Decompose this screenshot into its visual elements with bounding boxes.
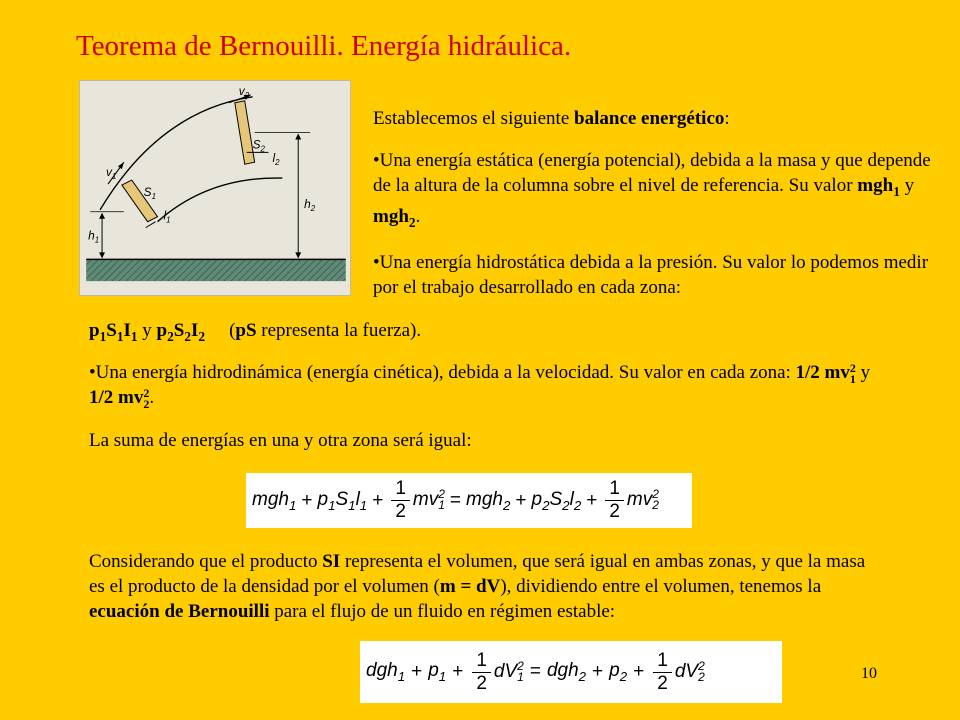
eq2-equals: = [529, 661, 541, 682]
static-and: y [899, 175, 915, 196]
p1s1l1: $p_1S_1I_1$ [89, 320, 138, 344]
page-number: 10 [861, 665, 877, 682]
intro-colon: : [724, 108, 730, 129]
kinetic-energy-paragraph [89, 360, 889, 410]
eq2-dgh2: dgh$_2$ [546, 660, 587, 684]
h2-arrowhead-top [295, 134, 301, 140]
final-bold-si: SI [322, 551, 341, 572]
eq2-plus-2: + [452, 661, 464, 682]
label-s1: $S_1$ [143, 184, 156, 201]
work-and: y [137, 320, 157, 341]
work-note-bold: pS [235, 320, 257, 341]
section-s2 [235, 101, 255, 164]
v1-arrowhead [118, 162, 124, 169]
bernoulli-diagram-svg [80, 81, 350, 295]
eq2-dv1-sq: dV 2 1 [493, 658, 524, 684]
final-text-c: representa el volumen, que será igual en ambas zonas, y que la masa es el producto de la densidad por el volumen ( [89, 551, 866, 597]
eq2-plus-3: + [592, 661, 604, 682]
pipe-upper-wall [100, 97, 253, 210]
work-note-end: representa la fuerza). [256, 320, 422, 341]
kinetic-and: y [855, 362, 871, 383]
intro-bold: balance energético [574, 108, 725, 129]
static-end: . [415, 205, 421, 227]
work-paragraph [89, 318, 889, 349]
label-v1: $v_1$ [106, 165, 117, 182]
energy-balance-equation [246, 473, 692, 528]
eq2-dv2-sq: dV 2 2 [674, 658, 705, 684]
work-note-open: ( [229, 320, 236, 341]
eq1-mgh1: mgh$_1$ [252, 488, 297, 513]
eq1-plus-3: + [515, 489, 527, 511]
final-paragraph [89, 549, 879, 624]
bernoulli-diagram [79, 80, 351, 296]
slide-title: Teorema de Bernouilli. Energía hidráulica. [76, 30, 572, 62]
static-energy-paragraph [373, 148, 933, 235]
label-h1: $h_1$ [88, 228, 100, 245]
half-mv2-sq: 1/2 mv 2 2 [89, 385, 150, 411]
h2-arrowhead-bottom [295, 252, 301, 258]
eq1-p2s2l2: $p_2S_2l_2$ [531, 488, 582, 513]
intro-paragraph [373, 106, 933, 131]
eq2-p1: $p_1$ [428, 660, 447, 684]
eq2-half-1: $\frac{1}{2}$ [472, 651, 491, 694]
l1-arrow [146, 222, 156, 228]
eq1-half-1: $\frac{1}{2}$ [391, 479, 410, 522]
eq2-plus-4: + [633, 661, 645, 682]
eq1-half-2: $\frac{1}{2}$ [605, 479, 624, 522]
label-h2: $h_2$ [304, 196, 316, 213]
mgh1: mgh$_1$ [857, 175, 900, 199]
eq1-mgh2: mgh$_2$ [466, 488, 511, 513]
eq2-half-2: $\frac{1}{2}$ [653, 651, 672, 694]
kinetic-text: •Una energía hidrodinámica (energía cinética), debida a la velocidad. Su valor en cada zona: [89, 362, 796, 383]
final-bold-m-dv: m = dV [439, 576, 501, 597]
hydrostatic-energy-paragraph: •Una energía hidrostática debida a la presión. Su valor lo podemos medir por el trabajo desarrollado en cada zona: [373, 252, 929, 298]
eq2-dgh1: dgh$_1$ [366, 660, 406, 684]
h1-arrowhead-bottom [99, 252, 105, 258]
label-s2: $S_2$ [252, 137, 265, 154]
p2s2l2: $p_2S_2I_2$ [156, 320, 206, 344]
final-text-e: ), dividiendo entre el volumen, tenemos la [500, 576, 822, 597]
intro-text: Establecemos el siguiente [373, 108, 575, 129]
eq1-mv1-sq: mv 2 1 [412, 487, 445, 513]
h1-arrowhead-top [99, 213, 105, 219]
mgh2: mgh$_2$ [373, 205, 416, 230]
label-l1: $l_1$ [163, 208, 171, 225]
bernoulli-equation [360, 641, 782, 703]
eq1-plus-1: + [301, 489, 313, 511]
final-text-g: para el flujo de un fluido en régimen estable: [269, 601, 616, 622]
pipe-lower-wall [158, 178, 283, 222]
ground-hatch [86, 259, 346, 281]
label-l2: $l_2$ [272, 151, 280, 168]
eq1-plus-2: + [372, 489, 384, 511]
kinetic-end: . [149, 387, 155, 408]
eq1-mv2-sq: mv 2 2 [626, 487, 659, 513]
sum-paragraph: La suma de energías en una y otra zona será igual: [89, 430, 472, 451]
eq1-plus-4: + [586, 489, 598, 511]
final-text-a: Considerando que el producto [89, 551, 323, 572]
static-text: •Una energía estática (energía potencial), debida a la masa y que depende de la altura de la columna sobre el nivel de referencia. Su valor [373, 150, 931, 196]
final-bold-bernouilli: ecuación de Bernouilli [89, 601, 270, 622]
eq1-p1s1l1: $p_1S_1l_1$ [317, 488, 368, 513]
half-mv1-sq: 1/2 mv 2 1 [795, 360, 856, 386]
eq1-equals: = [449, 489, 462, 511]
eq2-plus-1: + [411, 661, 423, 682]
label-v2: $v_2$ [238, 83, 250, 100]
eq2-p2: $p_2$ [609, 660, 628, 684]
